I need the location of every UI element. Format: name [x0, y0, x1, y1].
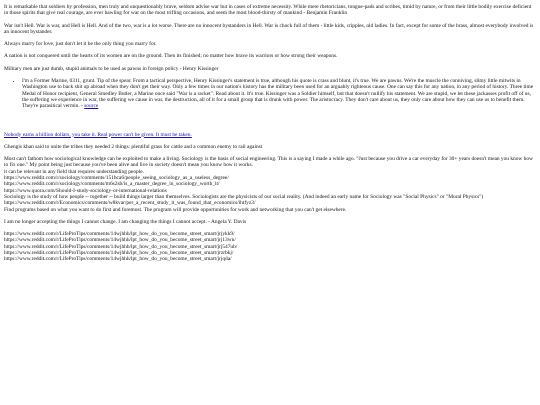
url-line: https://www.reddit.com/r/LifeProTips/comments/14wjhhh/lpt_how_do_you_become_street_smart/jrj547ub/: [4, 243, 238, 250]
programs-advice: Find programs based on what you want to do first and foremost. The program will provide opportunities for work and networking that you can't get elsewhere.: [4, 206, 347, 213]
economics-url: https://www.reddit.com/r/Economics/comments/w8kvar/per_a_recent_study_it_was_found_that_economics/ihtfyz3/: [4, 200, 256, 207]
ghengis-quote: Ghengis khan said to unite the tribes they needed 2 things: plentiful grass for cattle and a common enemy to rail against: [4, 143, 263, 150]
url-line: https://www.reddit.com/r/LifeProTips/comments/14wjhhh/lpt_how_do_you_become_street_smart/jrjykk9/: [4, 231, 235, 238]
url-line: https://www.reddit.com/r/LifeProTips/comments/14wjhhh/lpt_how_do_you_become_street_smart/jrjqda/: [4, 256, 232, 263]
sociology-url-1: https://www.reddit.com/r/sociology/comments/151hca6/people_seeing_sociology_as_a_useless_degree/: [4, 175, 229, 182]
sociology-block: [4, 156, 536, 213]
sociology-definition: Sociology is the study of how people -- together -- build things larger than themselves. Sociologists are the physicists of our social reality. (And indeed an early name for Sociology was "Social Physics" or "Moral Physics"): [4, 193, 484, 200]
url-line: https://www.reddit.com/r/LifeProTips/comments/14wjhhh/lpt_how_do_you_become_street_smart/jrj13wn/: [4, 237, 236, 244]
sociology-text: Most can't fathom how sociological knowledge can be exploited to make a living. Sociology is the basis of social engineering. This is a saying I made a while ago. "Just because you drive a car everyday for 30+ years doesn't mean you know how to fix one." My point being just because you've been alive and live in society doesn't mean you know how it works.: [4, 156, 533, 169]
marine-comment-text: I'm a Former Marine, 0311, grunt. Tip of the spear. From a tactical perspective, Henry Kissinger's statement is true, although his quote is crass and blunt, it's true. We are pawns. We're the muscle the conniving, slimy little mitwits in Washington use to back shit up abroad when they don't get their way. Only a few times in our nation's history has the military been used for an arguably righteous cause. One can say this for any nation, in any period of history. Three time Medal of Honor recipient, General Smedley Butler, a Marine once said "War is a racket". Read about it. It's true. Kissinger was a Soldier himself, but that doesn't nullify his statement. We are stupid, we let these jackasses profit off of us, the suffering we experience in war, the suffering we cause in war, the destruction, all of it for a small group that is drunk with power. The aristocracy. They don't care about us, they only care about how they can use us to benefit them. They're parasitical vermin. -: [22, 78, 534, 110]
source-link[interactable]: source: [84, 103, 99, 110]
davis-quote: I am no longer accepting the things I cannot change. I am changing the things I cannot accept. - Angela Y. Davis: [4, 218, 247, 225]
kissinger-quote: Military men are just dumb, stupid animals to be used as pawns in foreign policy - Henry Kissinger: [4, 65, 219, 72]
sociology-url-3: https://www.quora.com/Should-I-study-sociology-or-international-relations: [4, 187, 167, 194]
street-smart-urls: [4, 231, 536, 262]
url-line: https://www.reddit.com/r/LifeProTips/comments/14wjhhh/lpt_how_do_you_become_street_smart/jrzrbkj/: [4, 250, 234, 257]
nation-quote: A nation is not conquered until the hearts of its women are on the ground. Then its finished; no matter how brave its warriors or how strong their weapons.: [4, 53, 338, 60]
marine-comment: [22, 78, 536, 109]
sociology-url-2: https://www.reddit.com/r/sociology/comments/m6s2sb/is_a_master_degree_in_sociology_worth_it/: [4, 181, 220, 188]
franklin-quote: It is remarkable that soldiers by profession, men truly and unquestionably brave, seldom advise war but in cases of extreme necessity. While mere rhetoricians, tongue-pads and scribes, timid by nature, or from their little bodily exercise deficient in those spirits that give real courage, are ever bawling for war on the most trifling occasions, and seem the most blood-thirsty of mankind - Benjamin Franklin: [4, 4, 532, 17]
sociology-relevance: it can be relevant in any field that requires understanding people.: [4, 168, 144, 175]
spacer: [4, 116, 536, 132]
marry-quote: Always marry for love, just don't let it be the only thing you marry for.: [4, 41, 157, 48]
billion-dollars-link[interactable]: Nobody earns a billion dollars, you take it. Real power can't be given. It must be taken.: [4, 131, 192, 138]
war-hell-quote: War isn't Hell. War is war, and Hell is Hell. And of the two, war is a lot worse. There are no innocent bystanders in Hell. War is chock full of them - little kids, cripples, old ladies. In fact, except for some of the brass, almost everybody involved is an innocent bystander.: [4, 22, 534, 35]
marine-comment-list: [4, 78, 536, 109]
